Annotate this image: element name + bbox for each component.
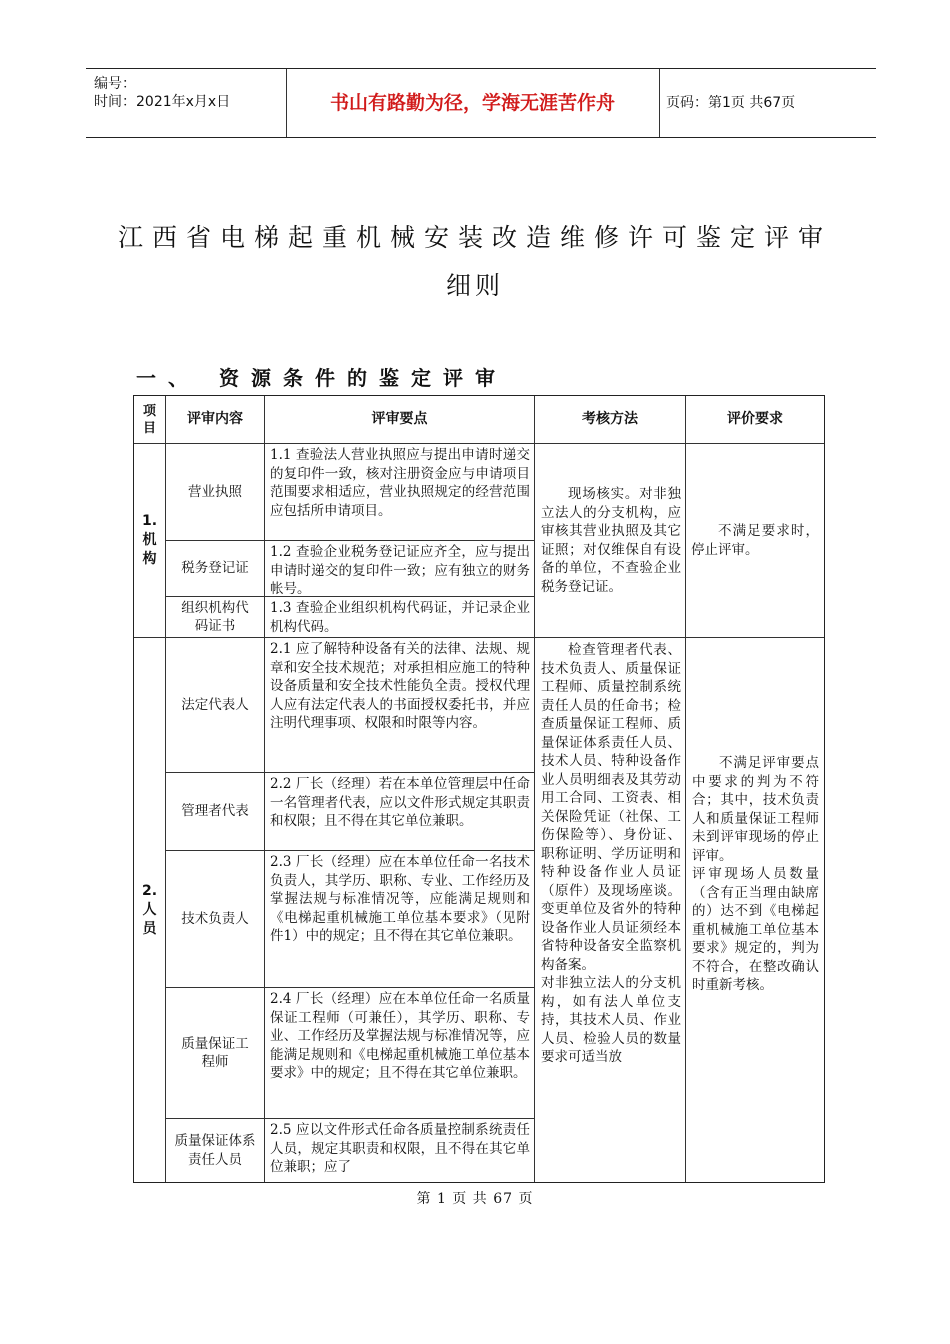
header-requirement: 评价要求 — [686, 396, 824, 444]
points-cell: 1.1 查验法人营业执照应与提出申请时递交的复印件一致，核对注册资金应与申请项目范围要求相适应，营业执照规定的经营范围应包括所申请项目。 — [265, 444, 535, 541]
page-header — [86, 68, 876, 138]
review-table — [133, 395, 825, 1183]
points-cell: 2.2 厂长（经理）若在本单位管理层中任命一名管理者代表，应以文件形式规定其职责和权限；且不得在其它单位兼职。 — [265, 773, 535, 851]
content-cell: 质量保证工程师 — [166, 988, 265, 1119]
document-title-line2: 细则 — [445, 271, 504, 300]
page-footer: 第 1 页 共 67 页 — [416, 1191, 534, 1207]
page-info: 页码：第1页 共67页 — [666, 95, 796, 111]
points-cell: 1.3 查验企业组织机构代码证，并记录企业机构代码。 — [265, 597, 535, 638]
header-method: 考核方法 — [535, 396, 686, 444]
method-cell: 现场核实。对非独立法人的分支机构，应审核其营业执照及其它证照；对仅维保自有设备的单位，不查验企业税务登记证。 — [535, 444, 686, 638]
group-item-2: 2.人员 — [134, 638, 166, 1182]
section-heading: 一、 资源条件的鉴定评审 — [136, 366, 507, 390]
header-points: 评审要点 — [265, 396, 535, 444]
header-content: 评审内容 — [166, 396, 265, 444]
time-label: 时间：2021年x月x日 — [94, 94, 231, 110]
method-cell: 检查管理者代表、技术负责人、质量保证工程师、质量控制系统责任人员的任命书；检查质量保证工程师、质量保证体系责任人员、技术人员、特种设备作业人员明细表及其劳动用工合同、工资表、相关保险凭证（社保、工伤保险等）、身份证、职称证明、学历证明和特种设备作业人员证（原件）及现场座谈。变更单位及省外的特种设备作业人员证须经本省特种设备安全监察机构备案。 对非独立法人的分支机构，如有法人单位支持，其技术人员、作业人员、检验人员的数量要求可适当放 — [535, 638, 686, 1182]
points-cell: 2.4 厂长（经理）应在本单位任命一名质量保证工程师（可兼任），其学历、职称、专业、工作经历及掌握法规与标准情况等，应能满足规则和《电梯起重机械施工单位基本要求》中的规定；且不得在其它单位兼职。 — [265, 988, 535, 1119]
points-cell: 2.3 厂长（经理）应在本单位任命一名技术负责人，其学历、职称、专业、工作经历及掌握法规与标准情况等，应能满足规则和《电梯起重机械施工单位基本要求》（见附件1）中的规定；且不得在其它单位兼职。 — [265, 851, 535, 988]
header-meta — [86, 69, 287, 137]
header-item: 项目 — [134, 396, 166, 444]
content-cell: 技术负责人 — [166, 851, 265, 988]
content-cell: 税务登记证 — [166, 541, 265, 597]
content-cell: 质量保证体系责任人员 — [166, 1119, 265, 1182]
requirement-cell: 不满足要求时，停止评审。 — [686, 444, 824, 638]
content-cell: 管理者代表 — [166, 773, 265, 851]
points-cell: 1.2 查验企业税务登记证应齐全，应与提出申请时递交的复印件一致；应有独立的财务帐号。 — [265, 541, 535, 597]
content-cell: 营业执照 — [166, 444, 265, 541]
content-cell: 组织机构代码证书 — [166, 597, 265, 638]
group-item-1: 1.机构 — [134, 444, 166, 638]
points-cell: 2.1 应了解特种设备有关的法律、法规、规章和安全技术规范；对承担相应施工的特种设备质量和安全技术性能负全责。授权代理人应有法定代表人的书面授权委托书，并应注明代理事项、权限和时限等内容。 — [265, 638, 535, 773]
document-title-line1: 江西省电梯起重机械安装改造维修许可鉴定评审 — [117, 223, 832, 252]
requirement-cell: 不满足评审要点中要求的判为不符合；其中，技术负责人和质量保证工程师未到评审现场的停止评审。 评审现场人员数量（含有正当理由缺席的）达不到《电梯起重机械施工单位基本要求》规定的，判为不符合，在整改确认时重新考核。 — [692, 755, 819, 993]
number-label: 编号： — [94, 76, 136, 92]
points-cell: 2.5 应以文件形式任命各质量控制系统责任人员，规定其职责和权限，且不得在其它单位兼职；应了 — [265, 1119, 535, 1182]
motto: 书山有路勤为径，学海无涯苦作舟 — [286, 69, 660, 137]
content-cell: 法定代表人 — [166, 638, 265, 773]
